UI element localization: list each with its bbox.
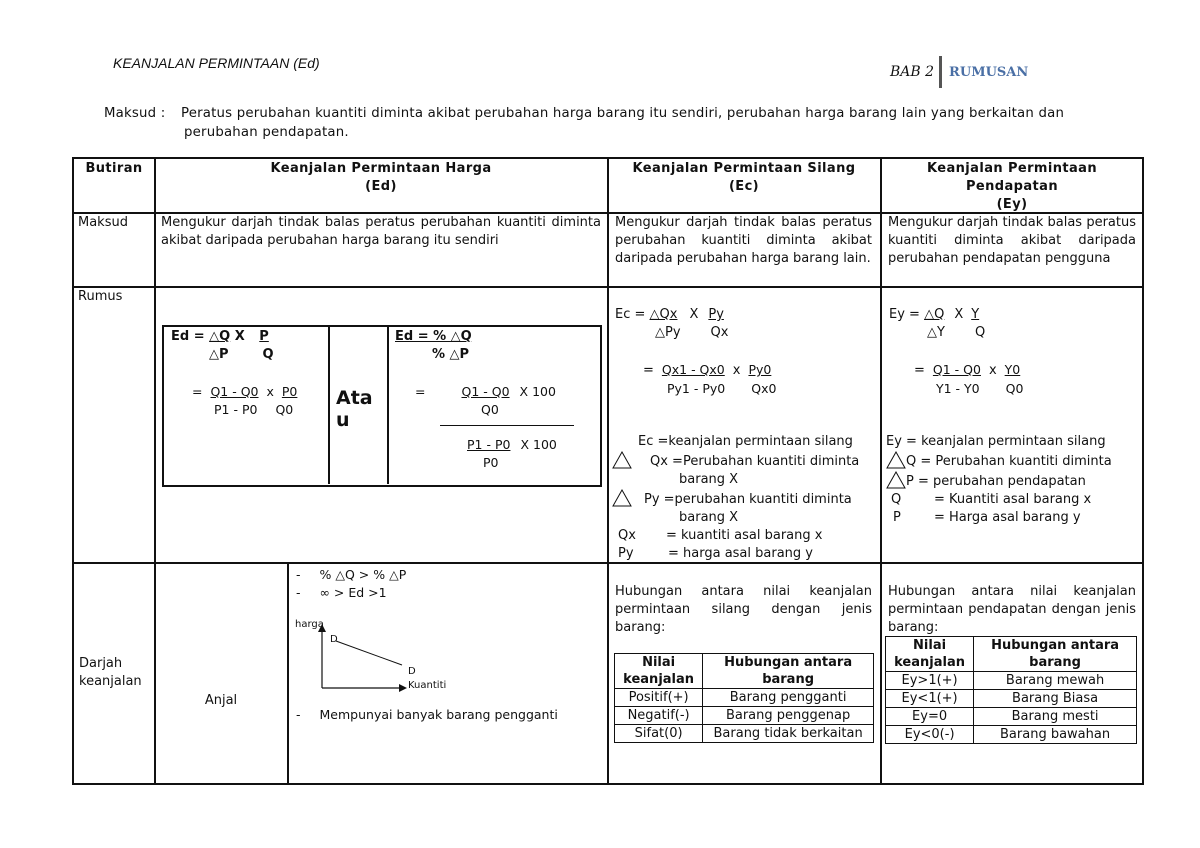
elastic-note: - Mempunyai banyak barang pengganti	[296, 707, 558, 722]
table-cell: Barang penggenap	[703, 707, 874, 725]
section-label: RUMUSAN	[949, 64, 1029, 80]
table-cell: Negatif(-)	[615, 707, 703, 725]
table-cell: Barang bawahan	[974, 726, 1137, 744]
col-header-silang: Keanjalan Permintaan Silang (Ec)	[632, 161, 856, 194]
maksud-harga: Mengukur darjah tindak balas peratus perubahan kuantiti diminta akibat daripada perubahan harga barang itu sendiri	[161, 215, 601, 248]
intro-text: Peratus perubahan kuantiti diminta akibat perubahan harga barang itu sendiri, perubahan harga barang lain yang berkaitan dan perubahan pendapatan.	[181, 106, 1065, 140]
row-label-rumus: Rumus	[78, 289, 123, 304]
col-header-pendapatan: Keanjalan Permintaan Pendapatan (Ey)	[927, 161, 1097, 212]
ec-formula: Ec = △Qx X Py △Py Qx	[615, 307, 729, 340]
table-cell: Barang mewah	[974, 672, 1137, 690]
document-title: KEANJALAN PERMINTAAN (Ed)	[113, 55, 320, 71]
table-row	[886, 672, 1137, 690]
table-header-cell: Nilai keanjalan	[886, 637, 974, 672]
delta-triangle-icon	[612, 451, 632, 469]
table-cell: Ey<0(-)	[886, 726, 974, 744]
chapter-label: BAB 2	[890, 64, 935, 80]
table-cell: Positif(+)	[615, 689, 703, 707]
ey-formula-expanded: = Q1 - Q0 x Y0 Y1 - Y0 Q0	[914, 362, 1024, 396]
table-cell: Barang mesti	[974, 708, 1137, 726]
delta-triangle-icon	[886, 471, 906, 489]
ec-legend: Ec =keanjalan permintaan silang Qx =Perubahan kuantiti diminta barang X Py =perubahan kuantiti diminta barang X Qx = kuantiti asal barang x Py = harga asal barang y	[612, 433, 878, 563]
table-header-cell: Hubungan antara barang	[974, 637, 1137, 672]
elastic-conditions: - % △Q > % △P - ∞ > Ed >1	[296, 567, 407, 600]
maksud-silang: Mengukur darjah tindak balas peratus perubahan kuantiti diminta akibat daripada perubahan harga barang lain.	[615, 215, 872, 266]
delta-triangle-icon	[612, 489, 632, 507]
silang-relation-table	[614, 653, 874, 743]
table-cell: Ey>1(+)	[886, 672, 974, 690]
table-cell: Barang Biasa	[974, 690, 1137, 708]
pendapatan-intro: Hubungan antara nilai keanjalan permintaan pendapatan dengan jenis barang:	[888, 584, 1136, 635]
graph-d1-label: D	[330, 634, 338, 645]
header-divider	[939, 56, 942, 88]
pendapatan-relation-table	[885, 636, 1137, 744]
row-label-maksud: Maksud	[78, 215, 128, 230]
graph-x-label: Kuantiti	[408, 680, 447, 691]
table-cell: Sifat(0)	[615, 725, 703, 743]
graph-y-label: harga	[295, 619, 324, 630]
table-row	[886, 690, 1137, 708]
table-row	[886, 726, 1137, 744]
table-row	[615, 689, 874, 707]
maksud-pendapatan: Mengukur darjah tindak balas peratus kuantiti diminta akibat daripada perubahan pendapatan pengguna	[888, 215, 1136, 266]
ey-formula: Ey = △Q X Y △Y Q	[889, 307, 986, 340]
silang-intro: Hubungan antara nilai keanjalan permintaan silang dengan jenis barang:	[615, 584, 872, 635]
atau-label: Atau	[336, 387, 373, 431]
ec-formula-expanded: = Qx1 - Qx0 x Py0 Py1 - Py0 Qx0	[643, 362, 777, 396]
table-cell: Ey=0	[886, 708, 974, 726]
row-label-darjah: Darjah keanjalan	[79, 656, 142, 689]
table-header-cell: Nilai keanjalan	[615, 654, 703, 689]
table-row	[886, 708, 1137, 726]
table-cell: Barang tidak berkaitan	[703, 725, 874, 743]
table-header-cell: Hubungan antara barang	[703, 654, 874, 689]
table-cell: Barang pengganti	[703, 689, 874, 707]
intro-label: Maksud :	[104, 106, 166, 121]
ey-legend: Ey = keanjalan permintaan silang Q = Perubahan kuantiti diminta P = perubahan pendapatan Q = Kuantiti asal barang x P = Harga asal barang y	[886, 434, 1112, 525]
delta-triangle-icon	[886, 451, 906, 469]
graph-d2-label: D	[408, 666, 416, 677]
col-header-butiran: Butiran	[85, 161, 143, 176]
ed-formula-percent-expanded: = Q1 - Q0 X 100 Q0	[415, 384, 556, 417]
table-row	[615, 725, 874, 743]
ed-formula-expanded: = Q1 - Q0 x P0 P1 - P0 Q0	[192, 384, 298, 417]
ed-formula-basic: Ed = △Q X P △P Q	[171, 329, 274, 362]
ed-formula-percent: Ed = % △Q % △P	[395, 329, 472, 362]
table-row	[615, 707, 874, 725]
chapter-header	[890, 56, 1028, 88]
col-header-harga: Keanjalan Permintaan Harga (Ed)	[270, 161, 492, 194]
table-cell: Ey<1(+)	[886, 690, 974, 708]
elasticity-type: Anjal	[204, 693, 238, 708]
ed-formula-percent-denominator: P1 - P0 X 100 P0	[467, 437, 557, 470]
